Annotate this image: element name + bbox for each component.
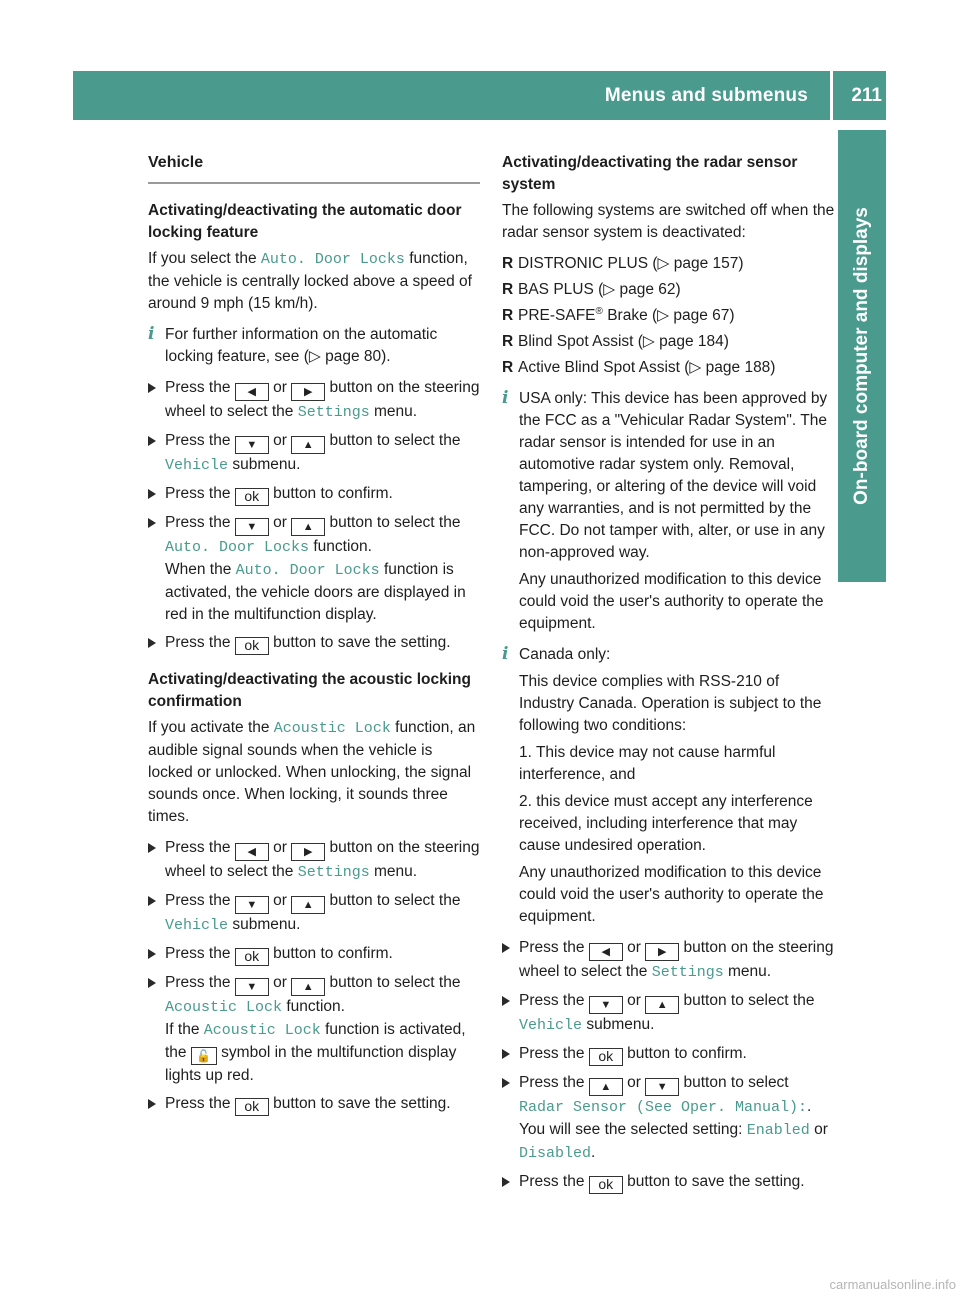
chapter-side-tab [838, 130, 886, 582]
step-arrow-icon [148, 436, 156, 446]
step-arrow-icon [502, 1049, 510, 1059]
step-confirm: Press the ok button to confirm. [148, 483, 480, 506]
up-key-icon: ▲ [291, 436, 325, 454]
step-select-settings: Press the ◀ or ▶ button on the steering wheel to select the Settings menu. [148, 377, 480, 424]
down-key-icon: ▼ [235, 518, 269, 536]
up-key-icon: ▲ [589, 1078, 623, 1096]
up-key-icon: ▲ [291, 896, 325, 914]
page-header-bar [73, 71, 886, 120]
chapter-side-marker [838, 533, 886, 582]
step-confirm: Press the ok button to confirm. [502, 1043, 836, 1066]
up-key-icon: ▲ [291, 518, 325, 536]
left-column [148, 152, 480, 1122]
info-icon: i [148, 324, 155, 344]
step-arrow-icon [148, 1099, 156, 1109]
section-title: Vehicle [148, 152, 480, 184]
step-arrow-icon [148, 843, 156, 853]
right-key-icon: ▶ [291, 843, 325, 861]
step-arrow-icon [148, 638, 156, 648]
left-key-icon: ◀ [235, 383, 269, 401]
acoustic-intro: If you activate the Acoustic Lock function, an audible signal sounds when the vehicle is locked or unlocked. When unlocking, the signal sounds once. When locking, it sounds three times. [148, 719, 476, 825]
info-icon: i [502, 644, 509, 664]
list-item: R Active Blind Spot Assist (▷ page 188) [502, 359, 776, 376]
heading-radar-sensor: Activating/deactivating the radar sensor system [502, 154, 798, 193]
step-select-vehicle: Press the ▼ or ▲ button to select the Vehicle submenu. [148, 430, 480, 477]
step-arrow-icon [148, 489, 156, 499]
step-arrow-icon [502, 1078, 510, 1088]
up-key-icon: ▲ [645, 996, 679, 1014]
heading-auto-door-locks: Activating/deactivating the automatic door locking feature [148, 202, 462, 241]
left-key-icon: ◀ [589, 943, 623, 961]
step-save-setting: Press the ok button to save the setting. [148, 1093, 480, 1116]
lock-symbol-icon: 🔓 [191, 1047, 217, 1065]
step-select-radar-sensor: Press the ▲ or ▼ button to select Radar Sensor (See Oper. Manual):. You will see the selected setting: Enabled or Disabled. [502, 1072, 836, 1165]
left-key-icon: ◀ [235, 843, 269, 861]
down-key-icon: ▼ [235, 436, 269, 454]
step-save-setting: Press the ok button to save the setting. [148, 632, 480, 655]
list-item: R DISTRONIC PLUS (▷ page 157) [502, 255, 744, 272]
step-save-setting: Press the ok button to save the setting. [502, 1171, 836, 1194]
step-arrow-icon [148, 978, 156, 988]
step-select-settings: Press the ◀ or ▶ button on the steering wheel to select the Settings menu. [148, 837, 480, 884]
step-arrow-icon [148, 518, 156, 528]
down-key-icon: ▼ [235, 896, 269, 914]
step-select-auto-door-locks: Press the ▼ or ▲ button to select the Auto. Door Locks function. When the Auto. Door Locks function is activated, the vehicle doors are displayed in red in the multifunction display. [148, 512, 480, 626]
down-key-icon: ▼ [235, 978, 269, 996]
step-select-vehicle: Press the ▼ or ▲ button to select the Vehicle submenu. [502, 990, 836, 1037]
step-select-acoustic-lock: Press the ▼ or ▲ button to select the Acoustic Lock function. If the Acoustic Lock function is activated, the 🔓 symbol in the multifunction display lights up red. [148, 972, 480, 1087]
code-acoustic-lock: Acoustic Lock [273, 720, 391, 737]
right-column [502, 152, 836, 1200]
info-icon: i [502, 388, 509, 408]
step-arrow-icon [148, 383, 156, 393]
step-arrow-icon [502, 1177, 510, 1187]
down-key-icon: ▼ [645, 1078, 679, 1096]
right-key-icon: ▶ [291, 383, 325, 401]
step-arrow-icon [502, 996, 510, 1006]
footer-watermark: carmanualsonline.info [829, 1277, 956, 1292]
ok-key-icon: ok [235, 948, 269, 966]
radar-intro: The following systems are switched off when the radar sensor system is deactivated: [502, 202, 835, 241]
ok-key-icon: ok [235, 488, 269, 506]
header-divider [830, 71, 833, 120]
list-item: R PRE-SAFE® Brake (▷ page 67) [502, 305, 735, 324]
step-select-vehicle: Press the ▼ or ▲ button to select the Vehicle submenu. [148, 890, 480, 937]
auto-intro: If you select the Auto. Door Locks function, the vehicle is centrally locked above a speed of around 9 mph (15 km/h). [148, 250, 472, 312]
step-arrow-icon [502, 943, 510, 953]
page-number: 211 [851, 85, 882, 106]
up-key-icon: ▲ [291, 978, 325, 996]
header-title: Menus and submenus [604, 85, 808, 106]
step-arrow-icon [148, 896, 156, 906]
ok-key-icon: ok [235, 637, 269, 655]
list-item: R BAS PLUS (▷ page 62) [502, 281, 681, 298]
info-note-canada: i Canada only: This device complies with RSS-210 of Industry Canada. Operation is subject to the following two conditions: 1. This device may not cause harmful interference, and 2. this device must accept any interference received, including interference that may cause undesired operation. Any unauthorized modification to this device could void the user's authority to operate the equipment. [502, 644, 824, 925]
code-auto-door-locks: Auto. Door Locks [260, 251, 405, 268]
heading-acoustic-lock: Activating/deactivating the acoustic locking confirmation [148, 671, 471, 710]
down-key-icon: ▼ [589, 996, 623, 1014]
list-item: R Blind Spot Assist (▷ page 184) [502, 333, 729, 350]
info-note-usa: i USA only: This device has been approved by the FCC as a "Vehicular Radar System". The radar sensor is intended for use in an automotive radar system only. Removal, tampering, or altering of the device will void any warranties, and is not permitted by the FCC. Do not tamper with, alter, or use in any non-approved way. Any unauthorized modification to this device could void the user's authority to operate the equipment. [502, 388, 828, 632]
ok-key-icon: ok [589, 1048, 623, 1066]
info-note-auto-locking: i For further information on the automatic locking feature, see (▷ page 80). [148, 324, 438, 365]
chapter-side-tab-label: On-board computer and displays [851, 207, 872, 505]
step-confirm: Press the ok button to confirm. [148, 943, 480, 966]
step-select-settings: Press the ◀ or ▶ button on the steering wheel to select the Settings menu. [502, 937, 836, 984]
ok-key-icon: ok [589, 1176, 623, 1194]
ok-key-icon: ok [235, 1098, 269, 1116]
right-key-icon: ▶ [645, 943, 679, 961]
step-arrow-icon [148, 949, 156, 959]
